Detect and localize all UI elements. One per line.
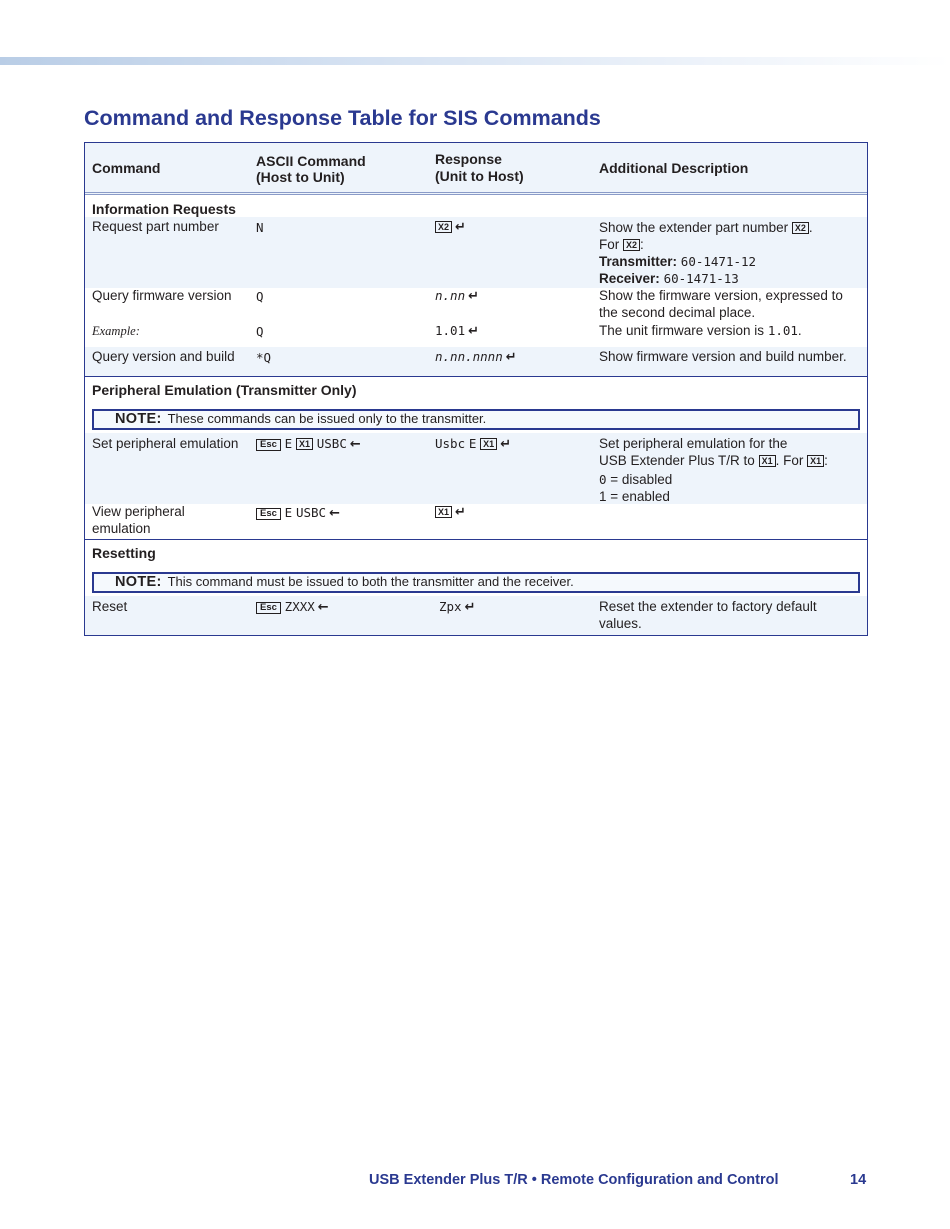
table-row [85,433,867,504]
row-ascii: N [256,220,264,235]
variable-box: X1 [296,438,313,450]
enter-icon: ↵ [455,505,466,520]
desc-text: . [797,323,802,338]
esc-key-icon: Esc [256,439,281,451]
page-number: 14 [850,1172,867,1188]
response-text: n.nn.nnnn [435,349,503,364]
row-description [599,436,861,505]
section-title-resetting: Resetting [92,545,156,561]
header-description: Additional Description [599,160,749,176]
row-command: View peripheral emulation [92,504,185,536]
desc-text: For [599,237,624,252]
response-text: 1.01 [435,323,466,338]
note-box [92,409,860,430]
esc-key-icon: Esc [256,602,281,614]
desc-text: : [640,237,644,252]
row-ascii: Q [256,289,264,304]
table-row [85,322,867,347]
enter-icon: ↵ [455,220,466,235]
page-title: Command and Response Table for SIS Commands [84,106,601,130]
variable-box: X1 [807,455,824,467]
transmitter-part-number: 60-1471-12 [680,254,757,269]
variable-box: X2 [792,222,809,234]
desc-value: 1.01 [767,323,798,338]
table-row [85,217,867,288]
desc-text: . For [775,452,808,468]
response-text: Zpx [439,599,462,614]
ascii-text: E [284,436,293,451]
row-response [435,349,595,367]
enter-icon: ↵ [468,324,480,339]
row-command: Query firmware version [92,288,232,303]
left-arrow-icon: ← [317,600,329,615]
variable-box: X2 [623,239,640,251]
ascii-text: USBC [295,505,327,520]
note-label: NOTE: [115,411,162,428]
table-row [85,504,867,539]
footer-title: USB Extender Plus T/R • Remote Configuration and Control [369,1172,779,1188]
ascii-text: USBC [316,436,347,451]
variable-box: X1 [435,506,452,518]
enter-icon: ↵ [500,437,512,452]
header-response [435,151,595,184]
ascii-text: ZXXX [284,599,315,614]
row-command: Request part number [92,219,219,234]
response-text: E [468,436,477,451]
row-description: Show firmware version and build number. [599,349,847,364]
table-row [85,596,867,635]
enter-icon: ↵ [464,600,476,615]
example-label: Example: [92,324,140,338]
enter-icon: ↵ [505,350,517,365]
row-description: Show the extender part number X2 . For X2 : Transmitter: 60-1471-12 Receiver: 60-1471-13 [599,220,813,286]
option-text: = disabled [606,472,673,487]
left-arrow-icon: ← [329,506,340,521]
row-command: Set peripheral emulation [92,436,239,451]
table-row [85,288,867,322]
table-header [85,143,867,195]
header-ascii-line2: (Host to Unit) [256,169,345,185]
variable-box: X1 [480,438,497,450]
desc-text: USB Extender Plus T/R to [599,452,759,468]
option-text: 1 = enabled [599,488,670,504]
row-ascii [256,599,431,617]
row-description: Show the firmware version, expressed to the second decimal place. [599,288,843,320]
header-command: Command [92,160,161,176]
row-ascii [256,436,431,454]
note-text: These commands can be issued only to the transmitter. [167,411,487,427]
section-title-info: Information Requests [92,201,236,217]
row-ascii: *Q [256,350,272,365]
command-table [84,142,868,636]
note-box [92,572,860,593]
ascii-text: E [284,505,293,520]
row-response [435,504,595,522]
enter-icon: ↵ [468,289,480,304]
response-text: Usbc [435,436,466,451]
row-command: Reset [92,599,128,614]
desc-text: Show the extender part number [599,220,792,235]
row-command: Query version and build [92,349,235,364]
header-response-line2: (Unit to Host) [435,168,524,184]
variable-box: X2 [435,221,452,233]
response-text: n.nn [435,288,466,303]
desc-text: The unit firmware version is [599,323,768,338]
row-response [435,219,595,237]
row-description [599,323,861,340]
variable-box: X1 [759,455,776,467]
esc-key-icon: Esc [256,508,281,520]
row-description: Reset the extender to factory default values. [599,599,817,631]
header-gradient-bar [0,57,950,65]
header-ascii [256,153,431,185]
receiver-part-number: 60-1471-13 [663,271,739,286]
table-row [85,347,867,376]
row-response [435,323,595,341]
note-text: This command must be issued to both the transmitter and the receiver. [167,574,574,590]
header-ascii-line1: ASCII Command [256,153,366,169]
desc-text: : [824,452,828,468]
desc-text: Set peripheral emulation for the [599,436,788,451]
transmitter-label: Transmitter: [599,254,678,269]
row-ascii [256,505,431,523]
row-ascii: Q [256,324,264,339]
row-response [435,288,595,306]
left-arrow-icon: ← [349,437,361,452]
header-response-line1: Response [435,151,502,167]
row-response [439,599,599,617]
note-label: NOTE: [115,574,162,591]
section-title-peripheral: Peripheral Emulation (Transmitter Only) [92,382,357,398]
option-value: 0 [599,472,607,487]
receiver-label: Receiver: [599,271,660,286]
row-response [435,436,595,454]
